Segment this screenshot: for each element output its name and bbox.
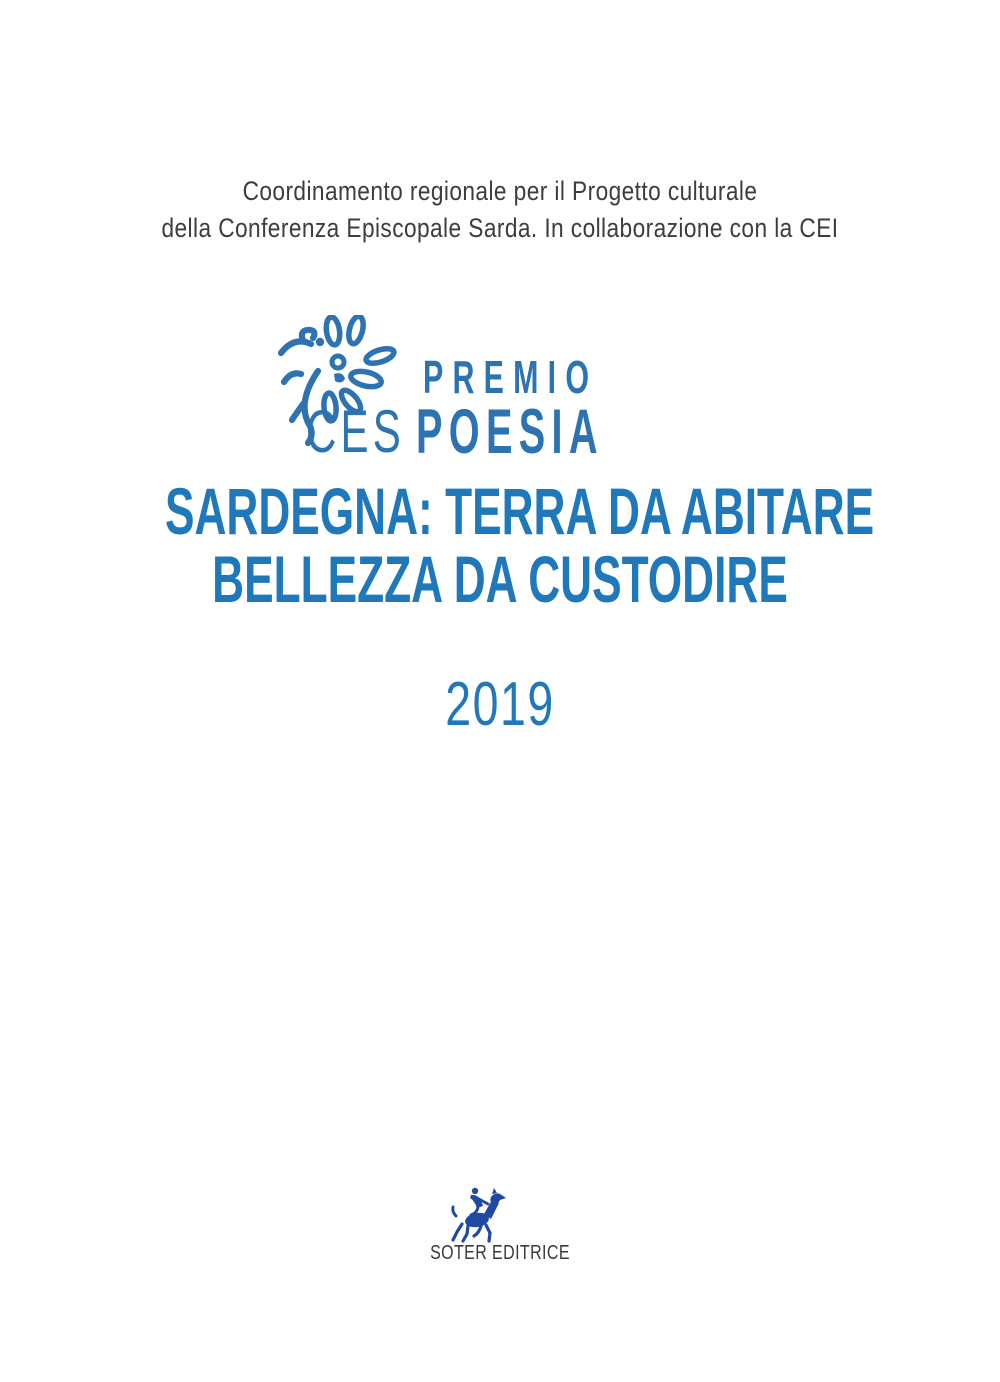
header-line-2: della Conferenza Episcopale Sarda. In collaborazione con la CEI (161, 213, 839, 243)
publisher-name (0, 1243, 1000, 1263)
header-line-1: Coordinamento regionale per il Progetto culturale (242, 176, 758, 206)
logo-acronym: CES (306, 398, 405, 465)
edition-year-text: 2019 (445, 670, 555, 739)
horse-rider-icon (450, 1185, 510, 1245)
title-line-1: SARDEGNA: TERRA DA ABITARE (165, 474, 875, 548)
logo-word-premio: PREMIO (423, 351, 599, 403)
book-title (0, 474, 1000, 616)
edition-year (0, 670, 1000, 739)
logo-word-poesia: POESIA (416, 397, 604, 467)
title-line-2: BELLEZZA DA CUSTODIRE (212, 542, 788, 616)
publisher-name-text: SOTER EDITRICE (430, 1242, 570, 1264)
institutional-header (0, 173, 1000, 247)
